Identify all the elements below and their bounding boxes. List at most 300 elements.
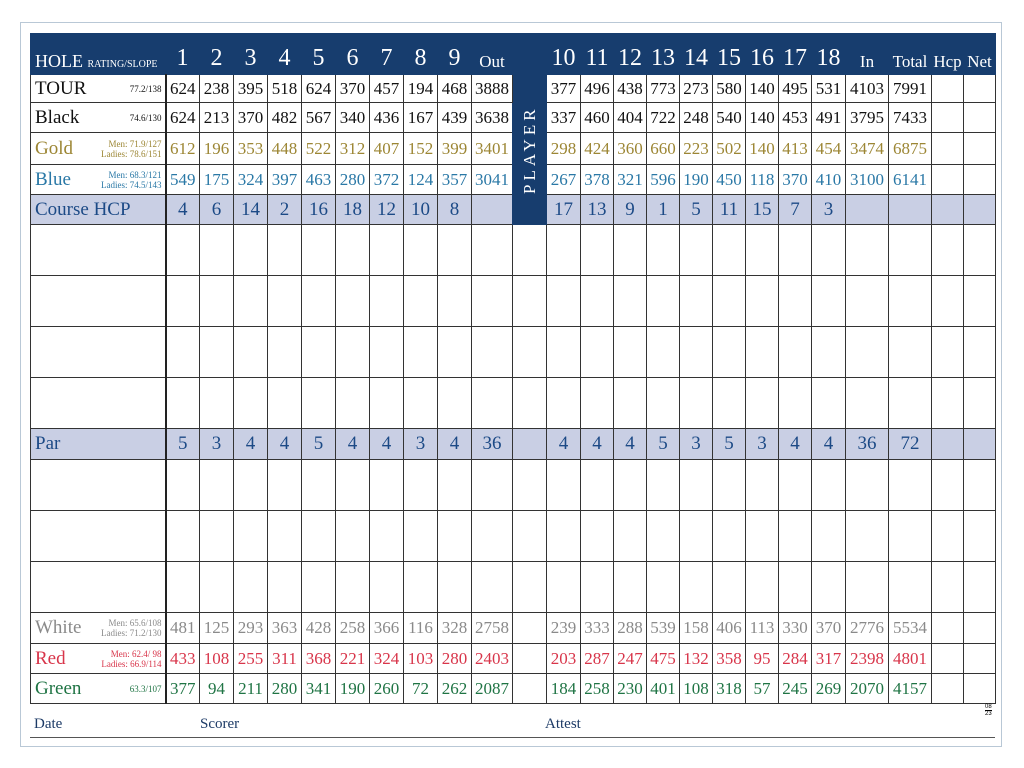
score-cell[interactable]: [713, 276, 746, 327]
total-header: Total: [889, 34, 932, 75]
yardage: 404: [614, 103, 647, 133]
hole-par: 4: [438, 429, 472, 460]
player-name-cell[interactable]: [31, 378, 166, 429]
score-cell[interactable]: [812, 378, 846, 429]
yardage: 439: [438, 103, 472, 133]
score-cell[interactable]: [234, 327, 268, 378]
score-cell[interactable]: [680, 327, 713, 378]
yardage: 457: [370, 75, 404, 103]
score-cell[interactable]: [964, 276, 996, 327]
yardage: 596: [647, 165, 680, 195]
score-cell[interactable]: [438, 225, 472, 276]
yardage: 401: [647, 674, 680, 704]
yardage: 125: [200, 613, 234, 644]
score-cell[interactable]: [336, 225, 370, 276]
score-cell[interactable]: [268, 276, 302, 327]
yardage: 370: [336, 75, 370, 103]
score-cell[interactable]: [302, 225, 336, 276]
score-cell[interactable]: [513, 511, 547, 562]
score-cell[interactable]: [472, 276, 513, 327]
yardage: 341: [302, 674, 336, 704]
par-label: Par: [31, 429, 166, 460]
score-cell[interactable]: [302, 511, 336, 562]
score-cell[interactable]: [370, 562, 404, 613]
score-cell[interactable]: [746, 378, 779, 429]
player-name-cell[interactable]: [31, 562, 166, 613]
score-cell[interactable]: [438, 276, 472, 327]
score-cell[interactable]: [889, 276, 932, 327]
score-cell[interactable]: [964, 562, 996, 613]
score-cell[interactable]: [581, 511, 614, 562]
score-cell[interactable]: [166, 327, 200, 378]
yardage: 57: [746, 674, 779, 704]
score-cell[interactable]: [614, 225, 647, 276]
score-cell[interactable]: [932, 562, 964, 613]
score-cell[interactable]: [779, 562, 812, 613]
score-cell[interactable]: [846, 276, 889, 327]
score-cell[interactable]: [812, 562, 846, 613]
yardage: 318: [713, 674, 746, 704]
rating-slope-label: RATING/SLOPE: [87, 59, 158, 70]
score-cell[interactable]: [779, 327, 812, 378]
score-cell[interactable]: [746, 511, 779, 562]
par-total: 72: [889, 429, 932, 460]
score-cell[interactable]: [547, 225, 581, 276]
score-cell[interactable]: [404, 511, 438, 562]
grand-total: 7433: [889, 103, 932, 133]
player-score-row: [31, 276, 996, 327]
yardage: 238: [200, 75, 234, 103]
score-cell[interactable]: [779, 460, 812, 511]
net-cell[interactable]: [964, 133, 996, 165]
in-total: 3795: [846, 103, 889, 133]
yardage: 118: [746, 165, 779, 195]
hcp-cell[interactable]: [932, 644, 964, 674]
tee-label: [31, 165, 166, 195]
score-cell[interactable]: [234, 460, 268, 511]
hole-number: 3: [234, 34, 268, 75]
score-cell[interactable]: [513, 327, 547, 378]
score-cell[interactable]: [200, 511, 234, 562]
hole-handicap: 18: [336, 195, 370, 225]
score-cell[interactable]: [812, 276, 846, 327]
score-cell[interactable]: [889, 378, 932, 429]
net-cell[interactable]: [964, 165, 996, 195]
score-cell[interactable]: [234, 511, 268, 562]
yardage: 377: [166, 674, 200, 704]
score-cell[interactable]: [779, 225, 812, 276]
attest-label: Attest: [545, 716, 581, 732]
in-total: 2776: [846, 613, 889, 644]
score-cell[interactable]: [647, 378, 680, 429]
score-cell[interactable]: [746, 225, 779, 276]
score-cell[interactable]: [581, 276, 614, 327]
out-total: 2403: [472, 644, 513, 674]
hole-par: 3: [746, 429, 779, 460]
hole-handicap: 14: [234, 195, 268, 225]
score-cell[interactable]: [302, 276, 336, 327]
yardage: 140: [746, 133, 779, 165]
net-cell[interactable]: [964, 613, 996, 644]
score-cell[interactable]: [268, 511, 302, 562]
score-cell[interactable]: [889, 225, 932, 276]
score-cell[interactable]: [336, 276, 370, 327]
score-cell[interactable]: [336, 460, 370, 511]
player-score-row: [31, 460, 996, 511]
yardage: 495: [779, 75, 812, 103]
score-cell[interactable]: [964, 327, 996, 378]
hole-par: 4: [234, 429, 268, 460]
score-cell[interactable]: [932, 225, 964, 276]
hole-number: 15: [713, 34, 746, 75]
tee-name: Black: [35, 106, 80, 128]
player-name-cell[interactable]: [31, 276, 166, 327]
score-cell[interactable]: [932, 276, 964, 327]
yardage: 454: [812, 133, 846, 165]
player-name-cell[interactable]: [31, 327, 166, 378]
yardage: 287: [581, 644, 614, 674]
score-cell[interactable]: [614, 327, 647, 378]
yardage: 245: [779, 674, 812, 704]
yardage: 288: [614, 613, 647, 644]
yardage: 260: [370, 674, 404, 704]
yardage: 368: [302, 644, 336, 674]
score-cell[interactable]: [746, 562, 779, 613]
par-out: 36: [472, 429, 513, 460]
yardage: 363: [268, 613, 302, 644]
score-cell[interactable]: [581, 225, 614, 276]
score-cell[interactable]: [472, 460, 513, 511]
score-cell[interactable]: [889, 327, 932, 378]
score-cell[interactable]: [713, 511, 746, 562]
yardage: 190: [336, 674, 370, 704]
score-cell[interactable]: [889, 460, 932, 511]
score-cell[interactable]: [234, 562, 268, 613]
hole-par: 4: [268, 429, 302, 460]
score-cell[interactable]: [812, 225, 846, 276]
rating-line: 77.2/138: [129, 83, 162, 94]
score-cell[interactable]: [438, 460, 472, 511]
score-cell[interactable]: [779, 378, 812, 429]
player-banner: PLAYER: [513, 75, 547, 225]
score-cell[interactable]: [964, 511, 996, 562]
course-hcp-label: Course HCP: [31, 195, 166, 225]
score-cell[interactable]: [581, 378, 614, 429]
hcp-cell[interactable]: [932, 674, 964, 704]
score-cell[interactable]: [370, 378, 404, 429]
tee-label: [31, 75, 166, 103]
scorecard-table: [30, 33, 996, 704]
score-cell[interactable]: [302, 460, 336, 511]
tee-row: [31, 75, 996, 103]
score-cell[interactable]: [200, 378, 234, 429]
score-cell[interactable]: [680, 460, 713, 511]
score-cell[interactable]: [964, 378, 996, 429]
score-cell[interactable]: [614, 276, 647, 327]
score-cell[interactable]: [404, 276, 438, 327]
score-cell[interactable]: [234, 225, 268, 276]
grand-total: 4801: [889, 644, 932, 674]
yardage: 660: [647, 133, 680, 165]
score-cell[interactable]: [166, 562, 200, 613]
net-cell[interactable]: [964, 644, 996, 674]
hole-par: 4: [812, 429, 846, 460]
hole-number: 7: [370, 34, 404, 75]
yardage: 360: [614, 133, 647, 165]
score-cell[interactable]: [166, 460, 200, 511]
net-header: Net: [964, 34, 996, 75]
score-cell[interactable]: [846, 562, 889, 613]
score-cell[interactable]: [932, 378, 964, 429]
score-cell[interactable]: [547, 562, 581, 613]
score-cell[interactable]: [680, 511, 713, 562]
score-cell[interactable]: [438, 378, 472, 429]
yardage: 324: [234, 165, 268, 195]
score-cell[interactable]: [302, 562, 336, 613]
yardage: 223: [680, 133, 713, 165]
score-cell[interactable]: [614, 378, 647, 429]
yardage: 433: [166, 644, 200, 674]
hcp-cell[interactable]: [932, 133, 964, 165]
score-cell[interactable]: [404, 562, 438, 613]
grand-total: 6141: [889, 165, 932, 195]
score-cell[interactable]: [812, 327, 846, 378]
tee-label: [31, 103, 166, 133]
yardage: 184: [547, 674, 581, 704]
yardage: 540: [713, 103, 746, 133]
score-cell[interactable]: [680, 225, 713, 276]
score-cell[interactable]: [713, 327, 746, 378]
score-cell[interactable]: [404, 327, 438, 378]
score-cell[interactable]: [336, 562, 370, 613]
score-cell[interactable]: [200, 460, 234, 511]
rating-slope: [101, 170, 162, 190]
score-cell[interactable]: [746, 460, 779, 511]
score-cell[interactable]: [404, 225, 438, 276]
score-cell[interactable]: [234, 378, 268, 429]
hcp-cell[interactable]: [932, 613, 964, 644]
score-cell[interactable]: [614, 460, 647, 511]
rating-slope: [101, 139, 162, 159]
score-cell[interactable]: [889, 562, 932, 613]
score-cell[interactable]: [200, 225, 234, 276]
hcp-cell[interactable]: [932, 165, 964, 195]
score-cell[interactable]: [513, 562, 547, 613]
yardage: 321: [614, 165, 647, 195]
yardage: 353: [234, 133, 268, 165]
out-cell: [472, 195, 513, 225]
print-code: [985, 704, 992, 717]
in-total: 2398: [846, 644, 889, 674]
yardage: 481: [166, 613, 200, 644]
score-cell[interactable]: [472, 378, 513, 429]
score-cell[interactable]: [647, 562, 680, 613]
score-cell[interactable]: [964, 460, 996, 511]
rating-line: Ladies: 71.2/130: [101, 628, 162, 638]
yardage: 358: [713, 644, 746, 674]
score-cell[interactable]: [268, 562, 302, 613]
score-cell[interactable]: [746, 276, 779, 327]
score-cell[interactable]: [680, 378, 713, 429]
score-cell[interactable]: [846, 511, 889, 562]
tee-row: [31, 613, 996, 644]
score-cell[interactable]: [438, 511, 472, 562]
rating-slope: [101, 618, 162, 638]
score-cell[interactable]: [513, 378, 547, 429]
score-cell[interactable]: [472, 225, 513, 276]
score-cell[interactable]: [472, 562, 513, 613]
yardage: 317: [812, 644, 846, 674]
score-cell[interactable]: [166, 378, 200, 429]
score-cell[interactable]: [268, 460, 302, 511]
player-name-cell[interactable]: [31, 460, 166, 511]
score-cell[interactable]: [647, 327, 680, 378]
yardage: 438: [614, 75, 647, 103]
score-cell[interactable]: [404, 378, 438, 429]
rating-line: Ladies: 74.5/143: [101, 179, 162, 190]
net-cell[interactable]: [964, 674, 996, 704]
score-cell[interactable]: [713, 460, 746, 511]
tee-name: White: [35, 617, 82, 638]
score-cell[interactable]: [404, 460, 438, 511]
net-cell[interactable]: [964, 75, 996, 103]
score-cell[interactable]: [166, 276, 200, 327]
yardage: 624: [166, 103, 200, 133]
yardage: 255: [234, 644, 268, 674]
score-cell[interactable]: [200, 327, 234, 378]
score-cell[interactable]: [812, 511, 846, 562]
player-name-cell[interactable]: [31, 225, 166, 276]
yardage: 370: [779, 165, 812, 195]
yardage: 502: [713, 133, 746, 165]
score-cell[interactable]: [513, 460, 547, 511]
score-cell[interactable]: [438, 562, 472, 613]
score-cell[interactable]: [370, 276, 404, 327]
score-cell[interactable]: [336, 511, 370, 562]
score-cell[interactable]: [200, 276, 234, 327]
score-cell[interactable]: [268, 378, 302, 429]
yardage: 406: [713, 613, 746, 644]
score-cell[interactable]: [438, 327, 472, 378]
score-cell[interactable]: [680, 276, 713, 327]
score-cell[interactable]: [614, 562, 647, 613]
score-cell[interactable]: [846, 225, 889, 276]
score-cell[interactable]: [932, 511, 964, 562]
score-cell[interactable]: [746, 327, 779, 378]
yardage: 94: [200, 674, 234, 704]
yardage: 213: [200, 103, 234, 133]
score-cell[interactable]: [647, 225, 680, 276]
yardage: 428: [302, 613, 336, 644]
score-cell[interactable]: [680, 562, 713, 613]
score-cell[interactable]: [200, 562, 234, 613]
tee-name: Blue: [35, 168, 71, 190]
score-cell[interactable]: [234, 276, 268, 327]
score-cell[interactable]: [846, 378, 889, 429]
score-cell[interactable]: [336, 378, 370, 429]
score-cell[interactable]: [302, 378, 336, 429]
score-cell[interactable]: [932, 460, 964, 511]
score-cell[interactable]: [846, 327, 889, 378]
in-total: 2070: [846, 674, 889, 704]
yardage: 539: [647, 613, 680, 644]
rating-line: Men: 71.9/127: [108, 138, 162, 149]
yardage: 284: [779, 644, 812, 674]
score-cell[interactable]: [932, 327, 964, 378]
score-cell[interactable]: [547, 327, 581, 378]
score-cell[interactable]: [268, 327, 302, 378]
score-cell[interactable]: [713, 378, 746, 429]
score-cell[interactable]: [547, 378, 581, 429]
player-name-cell[interactable]: [31, 511, 166, 562]
score-cell[interactable]: [779, 511, 812, 562]
yardage: 491: [812, 103, 846, 133]
score-cell[interactable]: [513, 225, 547, 276]
yardage: 407: [370, 133, 404, 165]
score-cell[interactable]: [547, 276, 581, 327]
player-score-row: [31, 562, 996, 613]
score-cell[interactable]: [647, 511, 680, 562]
score-cell[interactable]: [779, 276, 812, 327]
hcp-cell[interactable]: [932, 103, 964, 133]
score-cell[interactable]: [513, 276, 547, 327]
score-cell[interactable]: [581, 327, 614, 378]
hole-number: 5: [302, 34, 336, 75]
hole-number: 4: [268, 34, 302, 75]
score-cell[interactable]: [472, 327, 513, 378]
score-cell[interactable]: [647, 276, 680, 327]
net-cell[interactable]: [964, 103, 996, 133]
hole-par: 4: [614, 429, 647, 460]
score-cell[interactable]: [472, 511, 513, 562]
hole-handicap: 17: [547, 195, 581, 225]
hcp-cell[interactable]: [932, 75, 964, 103]
score-cell[interactable]: [336, 327, 370, 378]
yardage: 140: [746, 75, 779, 103]
yardage: 196: [200, 133, 234, 165]
score-cell[interactable]: [166, 511, 200, 562]
score-cell[interactable]: [581, 562, 614, 613]
score-cell[interactable]: [964, 225, 996, 276]
score-cell[interactable]: [370, 327, 404, 378]
score-cell[interactable]: [370, 511, 404, 562]
score-cell[interactable]: [713, 225, 746, 276]
hole-number: 13: [647, 34, 680, 75]
score-cell[interactable]: [581, 460, 614, 511]
yardage: 370: [234, 103, 268, 133]
score-cell[interactable]: [370, 460, 404, 511]
score-cell[interactable]: [713, 562, 746, 613]
yardage: 221: [336, 644, 370, 674]
score-cell[interactable]: [647, 460, 680, 511]
score-cell[interactable]: [166, 225, 200, 276]
score-cell[interactable]: [547, 511, 581, 562]
score-cell[interactable]: [614, 511, 647, 562]
yardage: 124: [404, 165, 438, 195]
hole-par: 3: [200, 429, 234, 460]
score-cell[interactable]: [370, 225, 404, 276]
score-cell[interactable]: [547, 460, 581, 511]
score-cell[interactable]: [889, 511, 932, 562]
out-total: 3638: [472, 103, 513, 133]
score-cell[interactable]: [268, 225, 302, 276]
score-cell[interactable]: [812, 460, 846, 511]
yardage: 413: [779, 133, 812, 165]
score-cell[interactable]: [846, 460, 889, 511]
score-cell[interactable]: [302, 327, 336, 378]
yardage: 337: [547, 103, 581, 133]
yardage: 328: [438, 613, 472, 644]
